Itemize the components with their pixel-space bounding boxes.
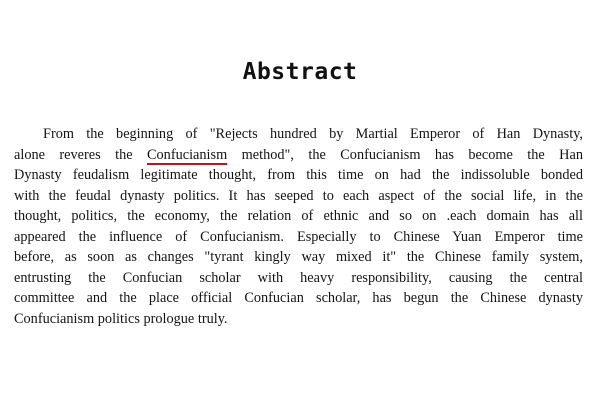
abstract-line-4: with the feudal dynasty politics. It has seeped to each aspect of the social life, in the	[14, 187, 583, 204]
abstract-line-9: committee and the place official Confucian scholar, has begun the Chinese dynasty	[14, 290, 583, 306]
abstract-body	[14, 124, 583, 329]
abstract-line-1: From the beginning of "Rejects hundred by Martial Emperor of Han Dynasty,	[43, 126, 583, 142]
abstract-line-5: thought, politics, the economy, the relation of ethnic and so on .each domain has all	[14, 208, 583, 224]
abstract-line-7: before, as soon as changes "tyrant kingly way mixed it" the Chinese family system,	[14, 249, 583, 265]
highlighted-term: Confucianism	[147, 146, 228, 163]
abstract-line-2	[14, 145, 583, 166]
abstract-heading: Abstract	[242, 59, 358, 85]
abstract-line-10: Confucianism politics prologue truly.	[14, 310, 228, 327]
abstract-line-3: Dynasty feudalism legitimate thought, from this time on had the indissoluble bonded	[14, 167, 583, 183]
abstract-line-2-start: alone reveres the	[14, 146, 147, 163]
abstract-line-8: entrusting the Confucian scholar with heavy responsibility, causing the central	[14, 269, 583, 286]
abstract-line-6: appeared the influence of Confucianism. Especially to Chinese Yuan Emperor time	[14, 228, 583, 245]
abstract-line-2-end: method", the Confucianism has become the Han	[227, 146, 583, 163]
